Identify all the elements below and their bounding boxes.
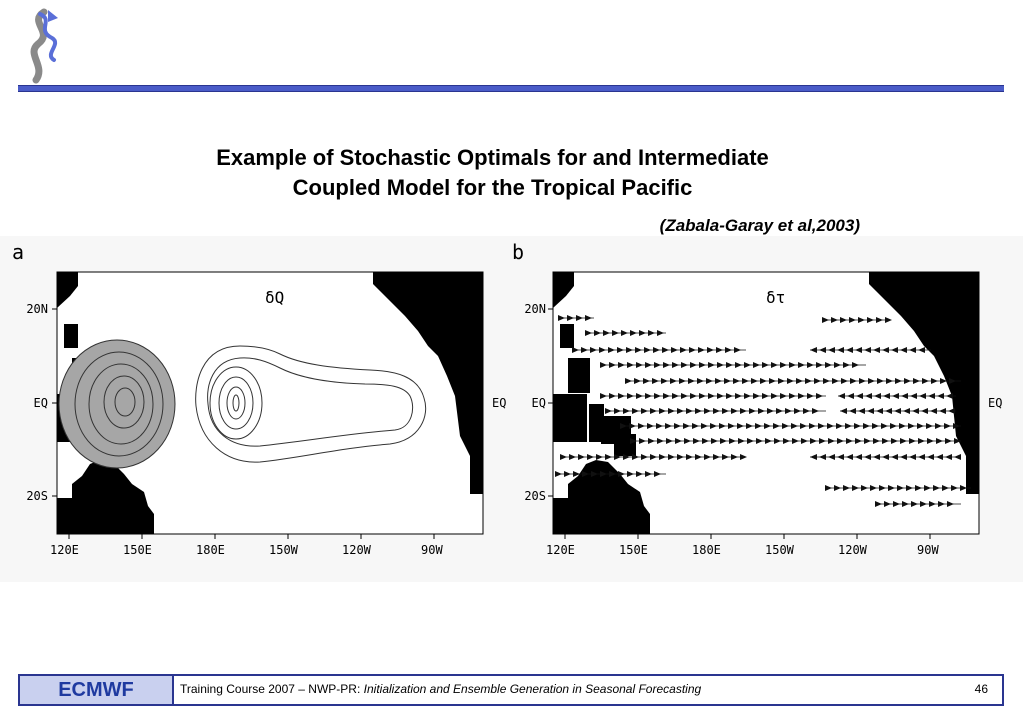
panel-a-x-tick-1: 120E	[50, 543, 79, 557]
panel-b-y-tick-1: 20N	[524, 302, 546, 316]
panel-a-right-label: EQ	[492, 396, 507, 410]
panel-a-y-tick-3: 20S	[26, 489, 48, 503]
panel-b-title: δτ	[766, 288, 786, 307]
panel-a	[12, 240, 506, 557]
footer-bar	[18, 674, 1004, 706]
panel-b-label: b	[512, 240, 525, 264]
panel-b	[512, 240, 1002, 557]
panel-a-x-tick-6: 90W	[421, 543, 443, 557]
footer-subtitle: Initialization and Ensemble Generation in Seasonal Forecasting	[363, 682, 702, 696]
panel-b-x-tick-1: 120E	[546, 543, 575, 557]
panel-a-y-tick-1: 20N	[26, 302, 48, 316]
ecmwf-logo-text: ECMWF	[58, 678, 134, 701]
ecmwf-emblem-icon	[18, 8, 70, 84]
panel-b-land-philippines	[560, 324, 574, 348]
citation: (Zabala-Garay et al,2003)	[659, 216, 860, 235]
panel-a-x-tick-3: 180E	[196, 543, 225, 557]
panel-b-right-label: EQ	[988, 396, 1003, 410]
page-number: 46	[974, 682, 988, 696]
panel-a-negative-contours	[59, 340, 175, 468]
panel-b-x-tick-5: 120W	[838, 543, 867, 557]
panel-a-label: a	[12, 240, 25, 264]
footer-course: Training Course 2007 – NWP-PR:	[180, 682, 364, 696]
panel-b-y-tick-2: EQ	[531, 396, 546, 410]
panel-b-y-tick-3: 20S	[524, 489, 546, 503]
panel-b-x-tick-4: 150W	[765, 543, 794, 557]
panel-a-negative-contour-1	[59, 340, 175, 468]
panel-b-x-tick-3: 180E	[692, 543, 721, 557]
panel-b-x-tick-6: 90W	[917, 543, 939, 557]
footer-caption	[180, 682, 701, 696]
panel-b-land-borneo-1	[568, 358, 590, 393]
panel-a-x-tick-5: 120W	[342, 543, 371, 557]
panel-b-land-borneo-2	[553, 394, 587, 442]
slide-title	[120, 143, 865, 203]
panel-a-land-philippines	[64, 324, 78, 348]
panel-a-x-tick-2: 150E	[123, 543, 152, 557]
panel-a-y-tick-2: EQ	[33, 396, 48, 410]
ecmwf-logo	[20, 676, 174, 704]
slide-title-line-2: Coupled Model for the Tropical Pacific	[292, 175, 693, 200]
figure	[0, 236, 1023, 582]
slide-title-line-1: Example of Stochastic Optimals for and Intermediate	[216, 145, 769, 170]
panel-b-land-new-guinea-2	[614, 434, 636, 456]
panel-a-x-tick-4: 150W	[269, 543, 298, 557]
panel-b-x-tick-2: 150E	[619, 543, 648, 557]
panel-a-title: δQ	[265, 288, 285, 307]
header-rule	[18, 85, 1004, 92]
